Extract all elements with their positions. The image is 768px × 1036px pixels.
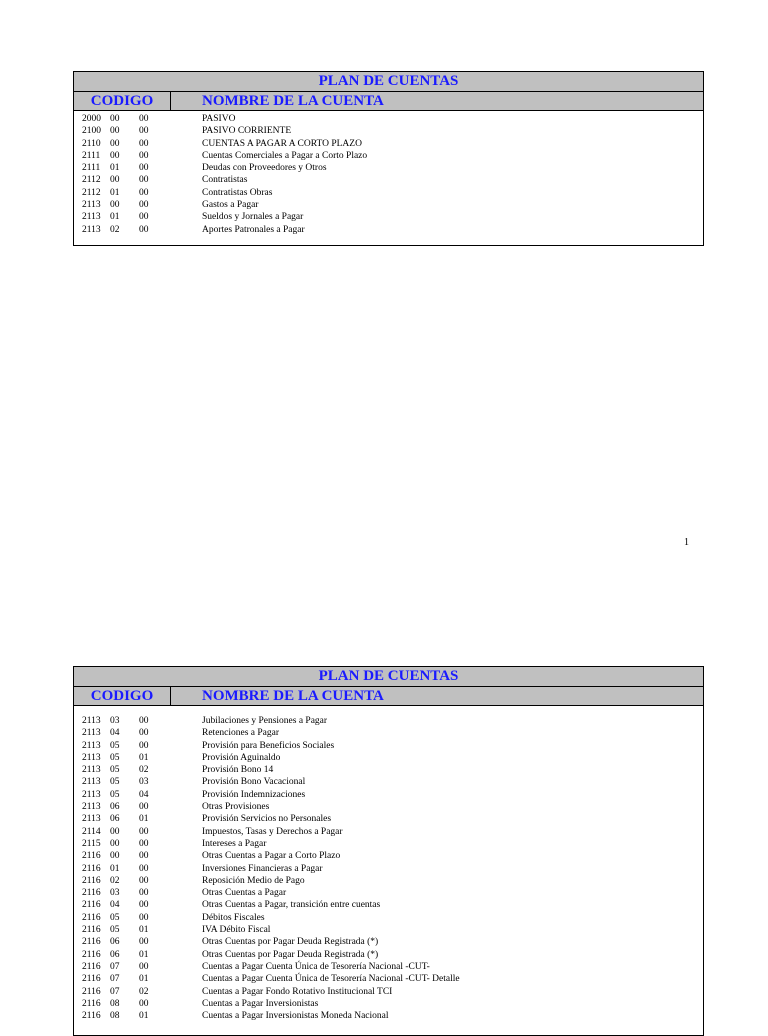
account-name: Jubilaciones y Pensiones a Pagar xyxy=(202,716,328,726)
account-code-level-2: 06 xyxy=(110,802,120,813)
account-code-level-1: 2116 xyxy=(82,925,101,936)
account-code-level-2: 00 xyxy=(110,175,120,186)
account-code-level-1: 2111 xyxy=(82,163,101,174)
account-code-level-1: 2116 xyxy=(82,986,101,997)
account-code-level-2: 06 xyxy=(110,949,120,960)
account-table-page-2 xyxy=(73,666,704,1036)
account-code-level-1: 2113 xyxy=(82,814,101,825)
account-name: Otras Cuentas por Pagar Deuda Registrada (*) xyxy=(202,937,379,948)
account-code-level-3: 00 xyxy=(139,200,149,211)
table-header xyxy=(74,92,703,111)
account-code-level-3: 00 xyxy=(139,961,149,972)
table-row xyxy=(74,138,703,150)
account-code-level-1: 2113 xyxy=(82,200,101,211)
table-row xyxy=(74,924,703,936)
account-code-level-3: 00 xyxy=(139,138,149,149)
account-name: Impuestos, Tasas y Derechos a Pagar xyxy=(202,826,343,837)
account-code-level-3: 02 xyxy=(139,986,149,997)
account-code-level-1: 2116 xyxy=(82,998,101,1009)
table-row xyxy=(74,863,703,875)
account-name: Otras Cuentas a Pagar, transición entre cuentas xyxy=(202,900,381,911)
account-code-level-3: 00 xyxy=(139,740,149,751)
table-row xyxy=(74,899,703,911)
account-name: Contratistas xyxy=(202,175,248,186)
account-code-level-2: 05 xyxy=(110,789,120,800)
account-code-level-1: 2113 xyxy=(82,716,101,726)
account-code-level-3: 00 xyxy=(139,728,149,739)
account-code-level-3: 00 xyxy=(139,863,149,874)
table-row xyxy=(74,912,703,924)
account-code-level-2: 03 xyxy=(110,888,120,899)
account-name: Intereses a Pagar xyxy=(202,838,267,849)
table-title: PLAN DE CUENTAS xyxy=(74,667,703,687)
table-row xyxy=(74,813,703,825)
account-code-level-3: 00 xyxy=(139,838,149,849)
account-code-level-2: 07 xyxy=(110,974,120,985)
account-code-level-2: 02 xyxy=(110,875,120,886)
account-code-level-1: 2114 xyxy=(82,826,101,837)
account-code-level-2: 00 xyxy=(110,838,120,849)
account-code-level-1: 2113 xyxy=(82,765,101,776)
table-row xyxy=(74,199,703,211)
account-code-level-3: 03 xyxy=(139,777,149,788)
account-code-level-3: 01 xyxy=(139,974,149,985)
account-code-level-1: 2112 xyxy=(82,175,101,186)
account-name: Cuentas a Pagar Cuenta Única de Tesorería Nacional -CUT- Detalle xyxy=(202,974,460,985)
account-code-level-2: 00 xyxy=(110,126,120,137)
account-name: Sueldos y Jornales a Pagar xyxy=(202,212,304,223)
account-code-level-1: 2110 xyxy=(82,138,101,149)
account-name: CUENTAS A PAGAR A CORTO PLAZO xyxy=(202,138,362,149)
account-name: Provisión Indemnizaciones xyxy=(202,789,306,800)
account-name: IVA Débito Fiscal xyxy=(202,925,271,936)
account-code-level-2: 06 xyxy=(110,814,120,825)
account-name: Provisión Bono Vacacional xyxy=(202,777,306,788)
account-name: Otras Cuentas por Pagar Deuda Registrada (*) xyxy=(202,949,379,960)
table-row xyxy=(74,887,703,899)
account-code-level-3: 00 xyxy=(139,114,149,124)
account-code-level-1: 2116 xyxy=(82,937,101,948)
account-code-level-1: 2113 xyxy=(82,728,101,739)
table-row xyxy=(74,727,703,739)
account-code-level-3: 00 xyxy=(139,875,149,886)
account-code-level-3: 00 xyxy=(139,998,149,1009)
account-code-level-1: 2116 xyxy=(82,888,101,899)
account-code-level-2: 00 xyxy=(110,826,120,837)
account-name: Reposición Medio de Pago xyxy=(202,875,305,886)
code-column-header: CODIGO xyxy=(74,92,171,110)
table-row xyxy=(74,838,703,850)
account-code-level-2: 05 xyxy=(110,925,120,936)
account-code-level-1: 2113 xyxy=(82,752,101,763)
account-code-level-3: 00 xyxy=(139,888,149,899)
account-name: Provisión Bono 14 xyxy=(202,765,274,776)
account-name: Gastos a Pagar xyxy=(202,200,259,211)
account-code-level-3: 00 xyxy=(139,126,149,137)
account-code-level-3: 00 xyxy=(139,163,149,174)
account-code-level-1: 2112 xyxy=(82,187,101,198)
account-name: Cuentas a Pagar Inversionistas xyxy=(202,998,319,1009)
account-code-level-2: 01 xyxy=(110,163,120,174)
table-row xyxy=(74,764,703,776)
account-code-level-1: 2116 xyxy=(82,949,101,960)
account-name: Provisión Aguinaldo xyxy=(202,752,281,763)
account-code-level-3: 00 xyxy=(139,212,149,223)
table-row xyxy=(74,211,703,223)
account-code-level-3: 00 xyxy=(139,900,149,911)
account-code-level-1: 2116 xyxy=(82,875,101,886)
account-code-level-2: 06 xyxy=(110,937,120,948)
account-code-level-3: 01 xyxy=(139,1011,149,1022)
account-code-level-2: 05 xyxy=(110,740,120,751)
table-row xyxy=(74,752,703,764)
account-code-level-3: 00 xyxy=(139,224,149,235)
name-column-header: NOMBRE DE LA CUENTA xyxy=(202,688,384,704)
account-code-level-3: 00 xyxy=(139,826,149,837)
account-name: Cuentas a Pagar Cuenta Única de Tesorería Nacional -CUT- xyxy=(202,961,430,972)
table-row xyxy=(74,789,703,801)
account-code-level-2: 07 xyxy=(110,961,120,972)
account-code-level-2: 04 xyxy=(110,900,120,911)
table-row xyxy=(74,150,703,162)
table-body xyxy=(74,706,703,1022)
account-name: Débitos Fiscales xyxy=(202,912,265,923)
account-code-level-2: 01 xyxy=(110,212,120,223)
account-name: PASIVO xyxy=(202,114,236,124)
table-row xyxy=(74,826,703,838)
account-name: Retenciones a Pagar xyxy=(202,728,280,739)
account-code-level-3: 00 xyxy=(139,937,149,948)
account-name: Cuentas a Pagar Inversionistas Moneda Nacional xyxy=(202,1011,389,1022)
account-code-level-3: 00 xyxy=(139,912,149,923)
table-row xyxy=(74,936,703,948)
account-code-level-1: 2116 xyxy=(82,961,101,972)
account-code-level-1: 2113 xyxy=(82,789,101,800)
account-code-level-2: 00 xyxy=(110,200,120,211)
account-code-level-1: 2100 xyxy=(82,126,101,137)
account-code-level-1: 2113 xyxy=(82,212,101,223)
account-code-level-2: 08 xyxy=(110,998,120,1009)
account-code-level-1: 2113 xyxy=(82,224,101,235)
account-name: Aportes Patronales a Pagar xyxy=(202,224,305,235)
account-code-level-3: 01 xyxy=(139,814,149,825)
account-code-level-2: 00 xyxy=(110,150,120,161)
table-row xyxy=(74,973,703,985)
account-code-level-2: 03 xyxy=(110,716,120,726)
table-row xyxy=(74,961,703,973)
account-code-level-2: 00 xyxy=(110,851,120,862)
account-code-level-3: 00 xyxy=(139,175,149,186)
account-code-level-2: 07 xyxy=(110,986,120,997)
account-code-level-1: 2113 xyxy=(82,777,101,788)
table-row xyxy=(74,187,703,199)
account-code-level-3: 00 xyxy=(139,716,149,726)
table-row xyxy=(74,949,703,961)
table-row xyxy=(74,174,703,186)
account-code-level-3: 00 xyxy=(139,802,149,813)
table-row xyxy=(74,875,703,887)
account-code-level-3: 04 xyxy=(139,789,149,800)
account-code-level-1: 2116 xyxy=(82,863,101,874)
account-name: Otras Provisiones xyxy=(202,802,270,813)
account-name: Cuentas a Pagar Fondo Rotativo Institucional TCI xyxy=(202,986,393,997)
account-code-level-2: 05 xyxy=(110,752,120,763)
account-code-level-1: 2116 xyxy=(82,974,101,985)
account-code-level-3: 01 xyxy=(139,949,149,960)
table-row xyxy=(74,850,703,862)
table-row xyxy=(74,224,703,236)
account-code-level-1: 2115 xyxy=(82,838,101,849)
account-code-level-2: 05 xyxy=(110,912,120,923)
account-code-level-1: 2116 xyxy=(82,851,101,862)
page-number: 1 xyxy=(684,537,689,548)
account-code-level-2: 04 xyxy=(110,728,120,739)
account-name: Provisión para Beneficios Sociales xyxy=(202,740,335,751)
table-row xyxy=(74,776,703,788)
account-code-level-2: 01 xyxy=(110,863,120,874)
account-name: Cuentas Comerciales a Pagar a Corto Plazo xyxy=(202,150,368,161)
account-code-level-2: 05 xyxy=(110,777,120,788)
account-name: Contratistas Obras xyxy=(202,187,273,198)
account-name: Provisión Servicios no Personales xyxy=(202,814,332,825)
account-code-level-3: 00 xyxy=(139,851,149,862)
name-column-header: NOMBRE DE LA CUENTA xyxy=(202,93,384,109)
account-code-level-1: 2000 xyxy=(82,114,101,124)
table-row xyxy=(74,998,703,1010)
account-name: Otras Cuentas a Pagar xyxy=(202,888,287,899)
table-row xyxy=(74,125,703,137)
table-row xyxy=(74,801,703,813)
account-code-level-2: 00 xyxy=(110,114,120,124)
table-row xyxy=(74,986,703,998)
account-code-level-1: 2113 xyxy=(82,740,101,751)
account-code-level-2: 01 xyxy=(110,187,120,198)
account-code-level-3: 00 xyxy=(139,150,149,161)
table-row xyxy=(74,740,703,752)
account-name: Inversiones Financieras a Pagar xyxy=(202,863,323,874)
account-code-level-2: 08 xyxy=(110,1011,120,1022)
code-column-header: CODIGO xyxy=(74,687,171,705)
account-code-level-1: 2116 xyxy=(82,1011,101,1022)
table-row xyxy=(74,113,703,125)
table-row xyxy=(74,162,703,174)
account-code-level-3: 01 xyxy=(139,925,149,936)
account-code-level-2: 05 xyxy=(110,765,120,776)
account-name: Deudas con Proveedores y Otros xyxy=(202,163,327,174)
table-header xyxy=(74,687,703,706)
account-name: Otras Cuentas a Pagar a Corto Plazo xyxy=(202,851,341,862)
account-code-level-2: 00 xyxy=(110,138,120,149)
account-code-level-1: 2111 xyxy=(82,150,101,161)
table-title: PLAN DE CUENTAS xyxy=(74,72,703,92)
account-code-level-1: 2116 xyxy=(82,900,101,911)
account-code-level-3: 01 xyxy=(139,752,149,763)
account-table-page-1 xyxy=(73,71,704,246)
account-code-level-3: 02 xyxy=(139,765,149,776)
account-code-level-3: 00 xyxy=(139,187,149,198)
account-code-level-2: 02 xyxy=(110,224,120,235)
account-code-level-1: 2116 xyxy=(82,912,101,923)
table-row xyxy=(74,715,703,727)
account-code-level-1: 2113 xyxy=(82,802,101,813)
table-row xyxy=(74,1010,703,1022)
account-name: PASIVO CORRIENTE xyxy=(202,126,292,137)
table-body xyxy=(74,111,703,236)
